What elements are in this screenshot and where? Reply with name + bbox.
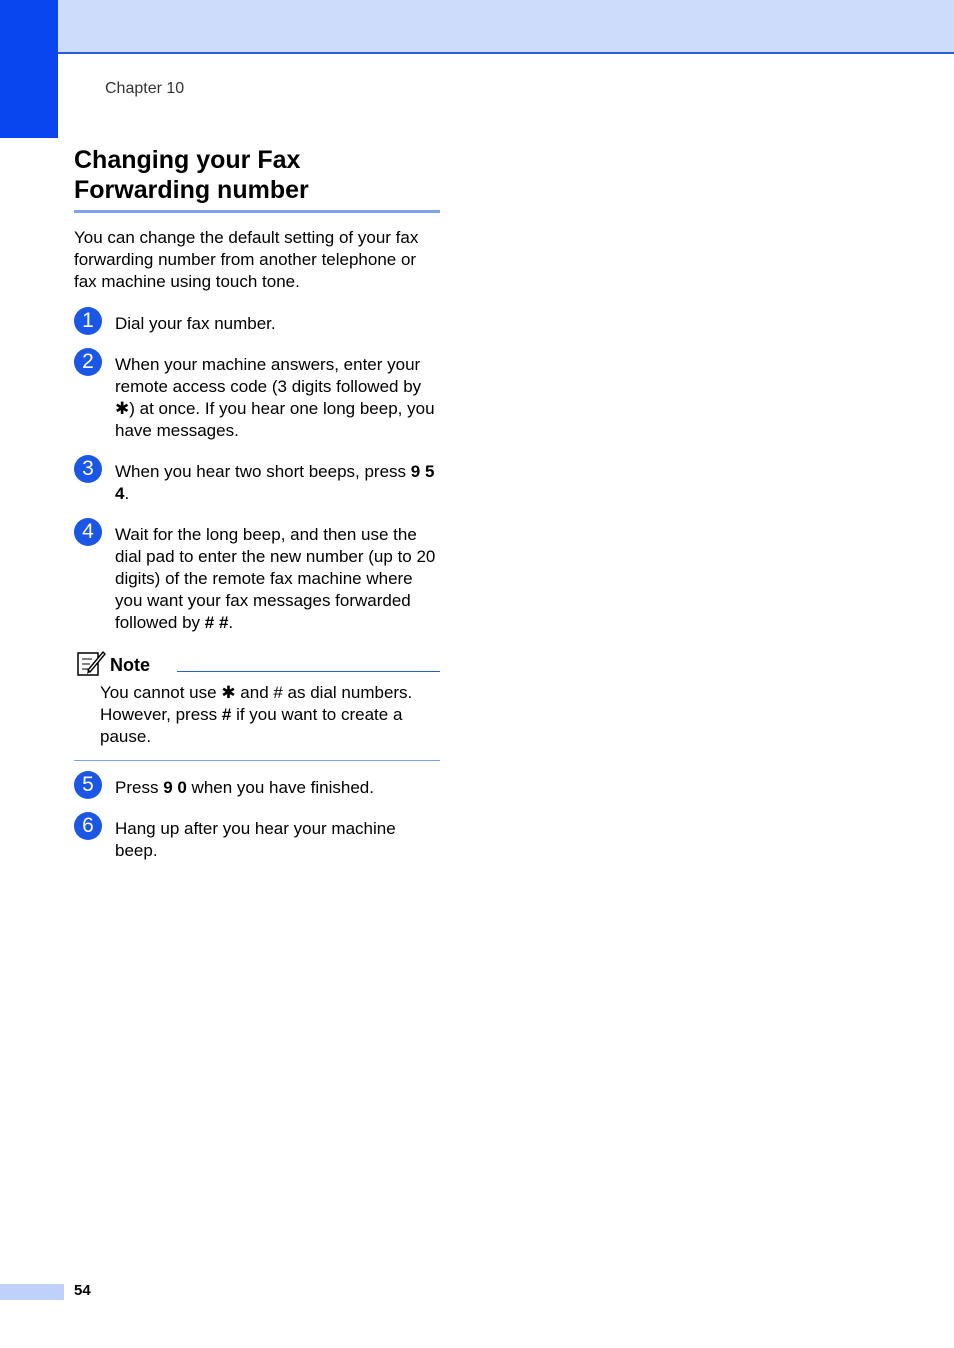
chapter-label: Chapter 10 (105, 80, 185, 97)
section-title-line-2: Forwarding number (74, 176, 309, 204)
step-text: Press 9 0 when you have finished. (115, 778, 374, 797)
note-title: Note (110, 655, 150, 675)
note-divider-top (177, 671, 440, 672)
note-pencil-icon (76, 649, 106, 677)
star-key-icon: ✱ (115, 399, 130, 418)
chapter-tab (0, 0, 58, 138)
key-sequence: 9 5 4 (115, 462, 435, 503)
step-text: Dial your fax number. (115, 314, 276, 333)
header-band (58, 0, 954, 54)
note-divider-bottom (74, 760, 440, 761)
step-text: Wait for the long beep, and then use the dial pad to enter the new number (up to 20 digits) of the remote fax machine where you want your fax messages forwarded followed by # #. (115, 525, 436, 632)
step-number-badge: 4 (74, 518, 102, 546)
step-text: When you hear two short beeps, press 9 5 4. (115, 462, 435, 503)
footer-band (0, 1284, 64, 1300)
note-body: You cannot use ✱ and # as dial numbers. However, press # if you want to create a pause. (100, 683, 413, 746)
key-sequence: 9 0 (163, 778, 187, 797)
step-number-badge: 5 (74, 771, 102, 799)
section-title (74, 145, 440, 205)
step-number-badge: 1 (74, 307, 102, 335)
step-number-badge: 3 (74, 455, 102, 483)
page-number: 54 (74, 1282, 91, 1299)
star-key-icon: ✱ (221, 683, 236, 702)
title-underline (74, 210, 440, 213)
intro-paragraph: You can change the default setting of your fax forwarding number from another telephone or fax machine using touch tone. (74, 228, 419, 291)
step-text: When your machine answers, enter your remote access code (3 digits followed by ✱) at once. If you hear one long beep, you have messages. (115, 355, 435, 440)
step-number-badge: 6 (74, 812, 102, 840)
key-sequence: # # (204, 613, 229, 632)
step-number-badge: 2 (74, 348, 102, 376)
step-text: Hang up after you hear your machine beep. (115, 819, 396, 860)
section-title-line-1: Changing your Fax (74, 146, 301, 174)
